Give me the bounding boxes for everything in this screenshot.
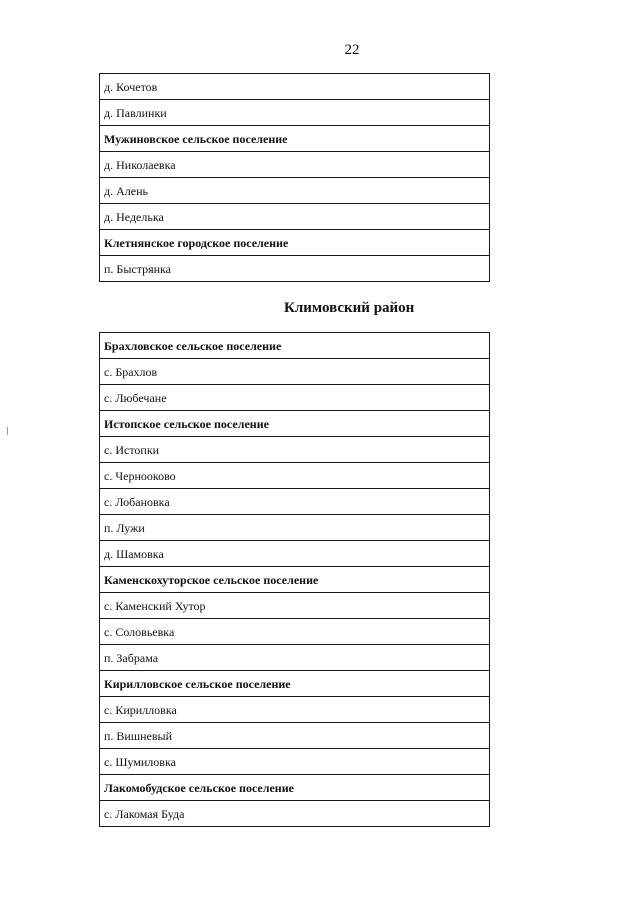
- settlement-cell: с. Брахлов: [100, 359, 490, 385]
- table-row: [100, 126, 490, 152]
- settlement-header-cell: Кирилловское сельское поселение: [100, 671, 490, 697]
- settlement-cell: с. Шумиловка: [100, 749, 490, 775]
- table-row: [100, 645, 490, 671]
- table-row: [100, 593, 490, 619]
- table-row: [100, 541, 490, 567]
- settlement-cell: с. Любечане: [100, 385, 490, 411]
- margin-mark: [7, 427, 8, 435]
- table-row: [100, 515, 490, 541]
- table-row: [100, 152, 490, 178]
- settlement-header-cell: Клетнянское городское поселение: [100, 230, 490, 256]
- table-row: [100, 333, 490, 359]
- settlements-table-klimovsky-body: [100, 333, 490, 827]
- settlement-cell: с. Соловьевка: [100, 619, 490, 645]
- table-row: [100, 437, 490, 463]
- district-title: Климовский район: [284, 300, 415, 316]
- table-row: [100, 385, 490, 411]
- table-row: [100, 801, 490, 827]
- table-row: [100, 619, 490, 645]
- settlement-cell: д. Алень: [100, 178, 490, 204]
- settlement-header-cell: Лакомобудское сельское поселение: [100, 775, 490, 801]
- settlement-cell: с. Лобановка: [100, 489, 490, 515]
- settlement-cell: д. Николаевка: [100, 152, 490, 178]
- table-row: [100, 178, 490, 204]
- settlement-header-cell: Мужиновское сельское поселение: [100, 126, 490, 152]
- settlement-cell: п. Вишневый: [100, 723, 490, 749]
- settlement-header-cell: Истопское сельское поселение: [100, 411, 490, 437]
- settlement-cell: д. Шамовка: [100, 541, 490, 567]
- settlement-cell: с. Каменский Хутор: [100, 593, 490, 619]
- table-row: [100, 100, 490, 126]
- table-row: [100, 697, 490, 723]
- settlement-cell: д. Кочетов: [100, 74, 490, 100]
- table-row: [100, 775, 490, 801]
- table-row: [100, 256, 490, 282]
- table-row: [100, 723, 490, 749]
- settlements-table-top: [99, 73, 490, 282]
- settlement-header-cell: Брахловское сельское поселение: [100, 333, 490, 359]
- table-row: [100, 411, 490, 437]
- table-row: [100, 74, 490, 100]
- table-row: [100, 463, 490, 489]
- settlement-cell: с. Лакомая Буда: [100, 801, 490, 827]
- page-number: 22: [344, 42, 360, 58]
- settlements-table-top-body: [100, 74, 490, 282]
- settlement-cell: с. Кирилловка: [100, 697, 490, 723]
- settlement-cell: с. Истопки: [100, 437, 490, 463]
- settlement-cell: д. Неделька: [100, 204, 490, 230]
- settlement-cell: с. Чернооково: [100, 463, 490, 489]
- table-row: [100, 204, 490, 230]
- table-row: [100, 489, 490, 515]
- settlements-table-klimovsky: [99, 332, 490, 827]
- table-row: [100, 359, 490, 385]
- table-row: [100, 749, 490, 775]
- table-row: [100, 567, 490, 593]
- table-row: [100, 230, 490, 256]
- table-row: [100, 671, 490, 697]
- settlement-cell: д. Павлинки: [100, 100, 490, 126]
- settlement-cell: п. Быстрянка: [100, 256, 490, 282]
- settlement-cell: п. Лужи: [100, 515, 490, 541]
- settlement-cell: п. Забрама: [100, 645, 490, 671]
- settlement-header-cell: Каменскохуторское сельское поселение: [100, 567, 490, 593]
